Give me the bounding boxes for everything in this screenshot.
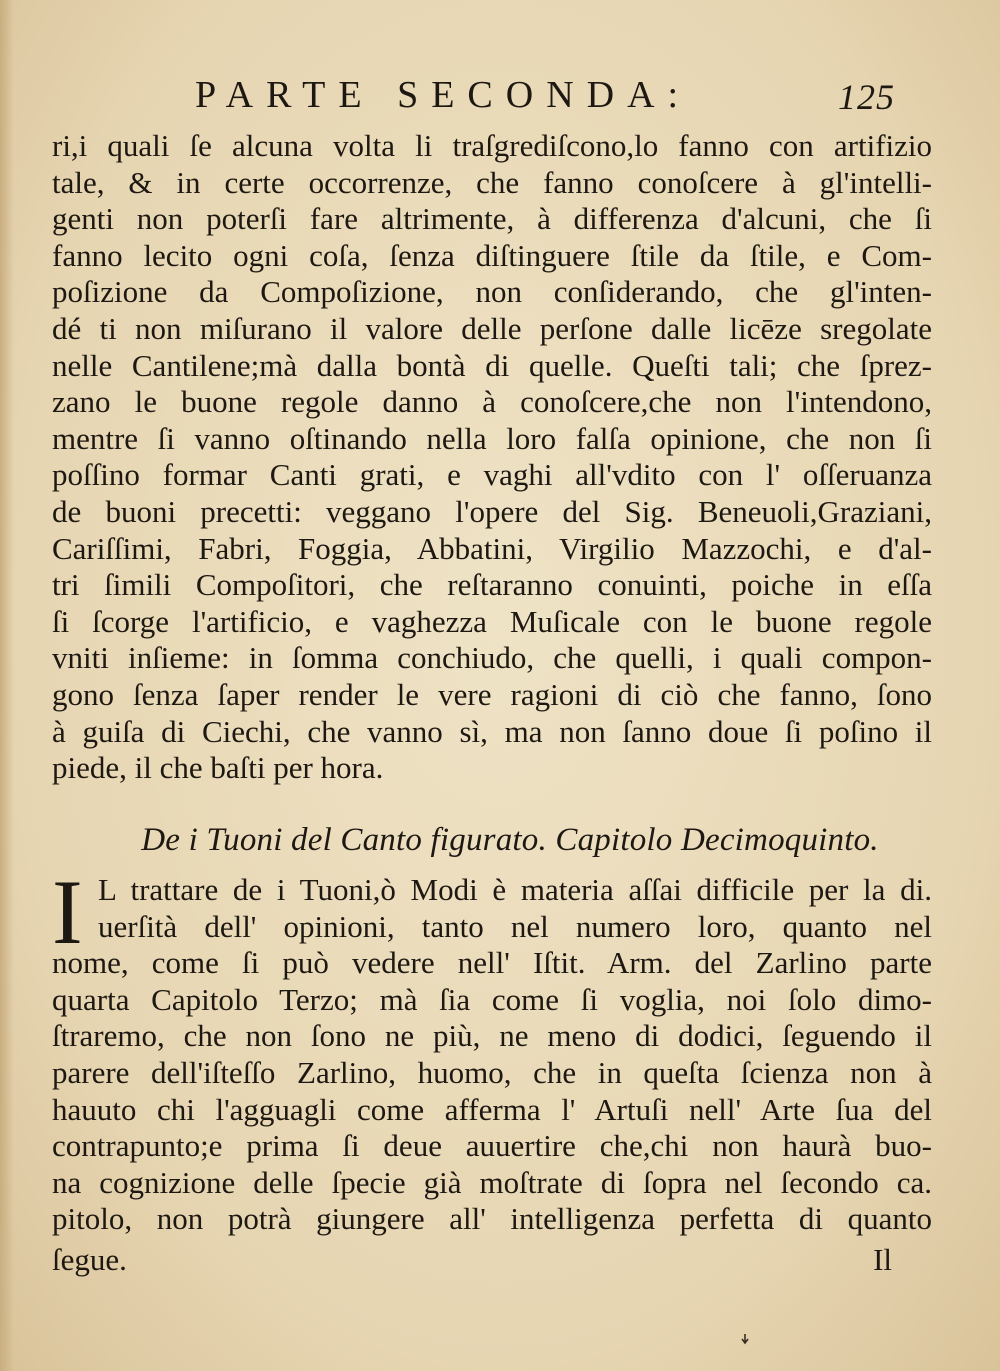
- paragraph-two: [52, 861, 932, 1238]
- text-line: ſegue.: [52, 1242, 127, 1277]
- paragraph-one: [52, 128, 932, 787]
- text-line: ſtraremo, che non ſono ne più, ne meno di dodici, ſeguendo il: [52, 1018, 932, 1054]
- text-line: mentre ſi vanno oſtinando nella loro falſa opinione, che non ſi: [52, 420, 932, 456]
- text-line: dé ti non miſurano il valore delle perſone dalle licēze sregolate: [52, 310, 932, 346]
- text-line: tale, & in certe occorrenze, che fanno conoſcere à gl'intelli-: [52, 164, 932, 200]
- text-line: zano le buone regole danno à conoſcere,che non l'intendono,: [52, 384, 932, 420]
- text-line: nome, come ſi può vedere nell' Iſtit. Arm. del Zarlino parte: [52, 945, 932, 981]
- last-line-row: [52, 1242, 932, 1279]
- text-line: fanno lecito ogni coſa, ſenza diſtinguere ſtile da ſtile, e Com-: [52, 237, 932, 273]
- text-line: contrapunto;e prima ſi deue auuertire che,chi non haurà buo-: [52, 1128, 932, 1164]
- text-line: genti non poterſi fare altrimente, à differenza d'alcuni, che ſi: [52, 201, 932, 237]
- text-line: piede, il che baſti per hora.: [52, 750, 384, 786]
- catchword: Il: [873, 1242, 892, 1277]
- text-line: ſi ſcorge l'artificio, e vaghezza Muſicale con le buone regole: [52, 603, 932, 639]
- running-title: PARTE SECONDA:: [195, 74, 692, 116]
- page-number: 125: [838, 77, 895, 117]
- chapter-heading: De i Tuoni del Canto figurato. Capitolo Decimoquinto.: [141, 822, 879, 858]
- text-line: na cognizione delle ſpecie già moſtrate di ſopra nel ſecondo ca.: [52, 1164, 932, 1200]
- text-line: à guiſa di Ciechi, che vanno sì, ma non ſanno doue ſi poſino il: [52, 713, 932, 749]
- text-line: Cariſſimi, Fabri, Foggia, Abbatini, Virgilio Mazzochi, e d'al-: [52, 530, 932, 566]
- text-line: vniti inſieme: in ſomma conchiudo, che quelli, i quali compon-: [52, 640, 932, 676]
- text-line: parere dell'iſteſſo Zarlino, huomo, che in queſta ſcienza non à: [52, 1054, 932, 1090]
- text-line: de buoni precetti: veggano l'opere del Sig. Beneuoli,Graziani,: [52, 493, 932, 529]
- text-line: poſſino formar Canti grati, e vaghi all'vdito con l' oſſeruanza: [52, 457, 932, 493]
- drop-cap: I: [52, 861, 83, 963]
- text-line: L trattare de i Tuoni,ò Modi è materia aſſai difficile per la di.: [98, 872, 932, 907]
- text-line: hauuto chi l'agguagli come afferma l' Artuſi nell' Arte ſua del: [52, 1091, 932, 1127]
- text-line: tri ſimili Compoſitori, che reſtaranno conuinti, poiche in eſſa: [52, 567, 932, 603]
- text-line: poſizione da Compoſizione, non conſiderando, che gl'inten-: [52, 274, 932, 310]
- text-line: pitolo, non potrà giungere all' intelligenza perfetta di quanto: [52, 1201, 932, 1237]
- page-header: [195, 70, 915, 120]
- text-line: ri,i quali ſe alcuna volta li traſgrediſcono,lo fanno con artifizio: [52, 128, 932, 163]
- signature-mark-icon: [740, 1330, 750, 1342]
- text-line: gono ſenza ſaper render le vere ragioni di ciò che fanno, ſono: [52, 676, 932, 712]
- text-line: uerſità dell' opinioni, tanto nel numero loro, quanto nel: [98, 908, 932, 944]
- text-line: quarta Capitolo Terzo; mà ſia come ſi voglia, noi ſolo dimo-: [52, 981, 932, 1017]
- text-line: nelle Cantilene;mà dalla bontà di quelle. Queſti tali; che ſprez-: [52, 347, 932, 383]
